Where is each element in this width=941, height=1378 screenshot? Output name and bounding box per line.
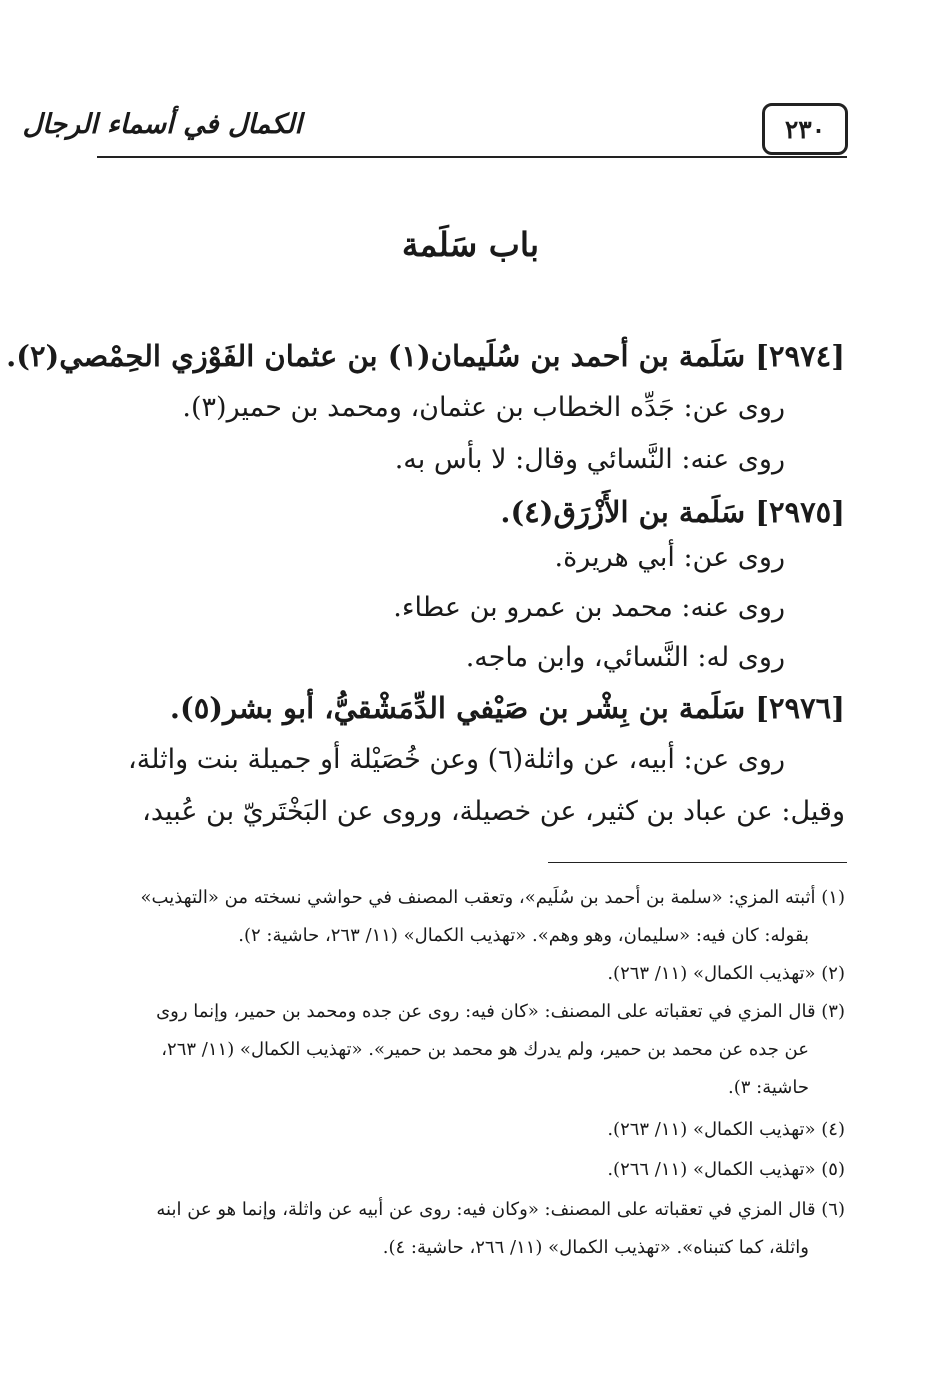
footnote-2: (٢) «تهذيب الكمال» (١١/ ٢٦٣). bbox=[607, 963, 845, 984]
footnote-3-cont-2: حاشية: ٣). bbox=[728, 1077, 809, 1098]
entry-2976-title: [٢٩٧٦] سَلَمة بن بِشْر بن صَيْفي الدِّمَشْقيُّ، أبو بشر(٥). bbox=[169, 691, 845, 725]
footnote-3: (٣) قال المزي في تعقباته على المصنف: «كان فيه: روى عن جده ومحمد بن حمير، وإنما روى bbox=[156, 1001, 845, 1022]
entry-2975-title: [٢٩٧٥] سَلَمة بن الأَزْرَق(٤). bbox=[500, 495, 845, 529]
footnote-4: (٤) «تهذيب الكمال» (١١/ ٢٦٣). bbox=[607, 1119, 845, 1140]
footnote-separator bbox=[548, 862, 847, 863]
entry-2974-narrated-from: روى عن: جَدِّه الخطاب بن عثمان، ومحمد بن حمير(٣). bbox=[182, 392, 785, 423]
header-rule bbox=[97, 156, 847, 158]
page-number: ٢٣٠ bbox=[762, 103, 848, 155]
footnote-1: (١) أثبته المزي: «سلمة بن أحمد بن سُلَيم»، وتعقب المصنف في حواشي نسخته من «التهذيب» bbox=[140, 887, 845, 908]
footnote-3-cont: عن جده عن محمد بن حمير، ولم يدرك هو محمد بن حمير». «تهذيب الكمال» (١١/ ٢٦٣، bbox=[161, 1039, 809, 1060]
footnote-1-cont: بقوله: كان فيه: «سليمان، وهو وهم». «تهذيب الكمال» (١١/ ٢٦٣، حاشية: ٢). bbox=[238, 925, 809, 946]
entry-2976-line-2: وقيل: عن عباد بن كثير، عن خصيلة، وروى عن البَخْتَريّ بن عُبيد، bbox=[142, 796, 845, 827]
entry-2976-line-1: روى عن: أبيه، عن واثلة(٦) وعن خُصَيْلة أو جميلة بنت واثلة، bbox=[128, 744, 785, 775]
footnote-6: (٦) قال المزي في تعقباته على المصنف: «وكان فيه: روى عن أبيه عن واثلة، وإنما هو عن ابنه bbox=[156, 1199, 845, 1220]
entry-2974-title: [٢٩٧٤] سَلَمة بن أحمد بن سُلَيمان(١) بن عثمان الفَوْزي الحِمْصي(٢). bbox=[6, 339, 845, 373]
entry-2975-narrated-for: روى له: النَّسائي، وابن ماجه. bbox=[465, 642, 785, 673]
book-title-logo: الكمال في أسماء الرجال bbox=[22, 109, 302, 140]
entry-2975-narrated-from: روى عن: أبي هريرة. bbox=[554, 542, 785, 573]
chapter-title: باب سَلَمة bbox=[401, 225, 540, 264]
entry-2974-narrated-by: روى عنه: النَّسائي وقال: لا بأس به. bbox=[394, 444, 785, 475]
entry-2975-narrated-by: روى عنه: محمد بن عمرو بن عطاء. bbox=[393, 592, 785, 623]
footnote-5: (٥) «تهذيب الكمال» (١١/ ٢٦٦). bbox=[607, 1159, 845, 1180]
footnote-6-cont: واثلة، كما كتبناه». «تهذيب الكمال» (١١/ ٢٦٦، حاشية: ٤). bbox=[382, 1237, 809, 1258]
